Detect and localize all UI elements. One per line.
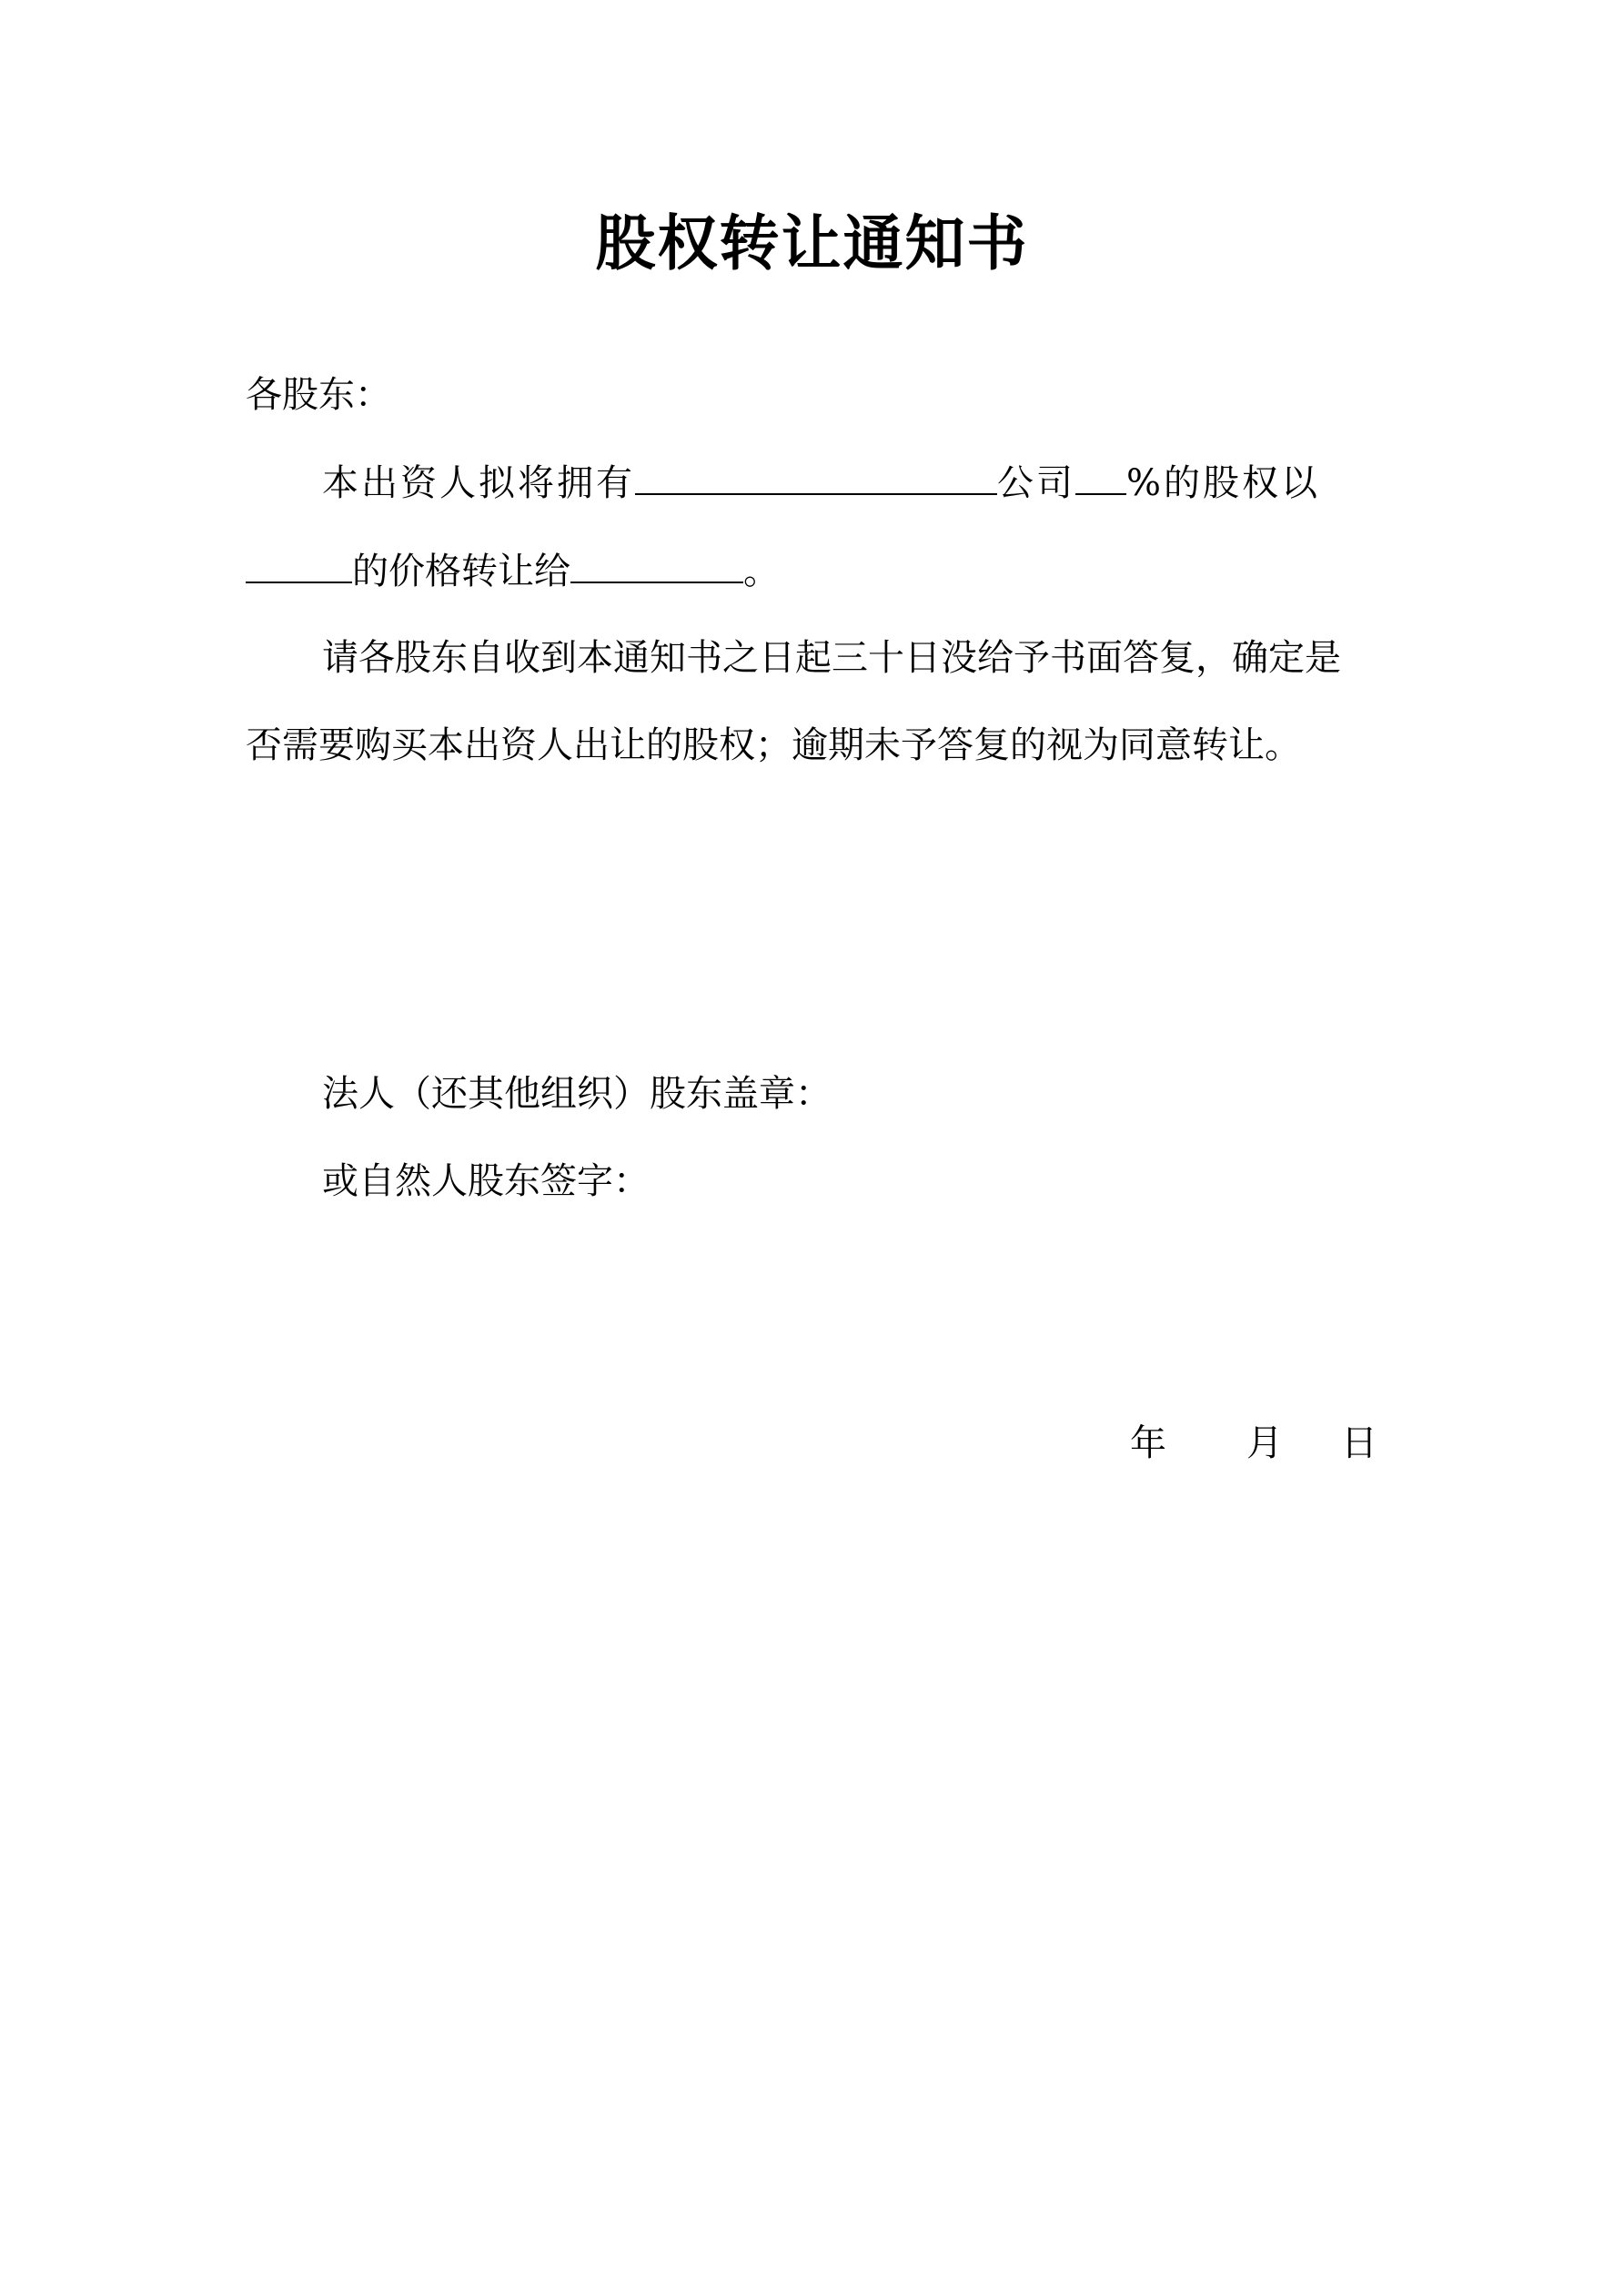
paragraph-2-line-2: 否需要购买本出资人出让的股权；逾期未予答复的视为同意转让。 — [246, 724, 1301, 766]
date-month: 月 — [1246, 1422, 1283, 1464]
paragraph-1-line-1 — [322, 455, 1320, 511]
para1-text-b: 公司 — [997, 462, 1075, 504]
date-day: 日 — [1341, 1422, 1377, 1464]
price-blank[interactable] — [246, 543, 352, 583]
paragraph-1-line-2 — [246, 543, 780, 599]
para1-text-a: 本出资人拟将拥有 — [322, 462, 635, 504]
para1-text-c: %的股权以 — [1126, 462, 1321, 504]
salutation: 各股东： — [246, 374, 391, 416]
page-title: 股权转让通知书 — [595, 207, 1029, 278]
legal-entity-seal-line: 法人（还其他组织）股东盖章： — [322, 1073, 832, 1115]
para1-text-d: 的价格转让给 — [352, 551, 570, 592]
para1-text-e: 。 — [743, 551, 780, 592]
percentage-blank[interactable] — [1075, 455, 1126, 495]
date-line — [1130, 1416, 1377, 1471]
paragraph-2-line-1: 请各股东自收到本通知书之日起三十日没给予书面答复，确定是 — [322, 637, 1341, 679]
date-year: 年 — [1130, 1422, 1166, 1464]
company-name-blank[interactable] — [635, 455, 997, 495]
transferee-blank[interactable] — [570, 543, 743, 583]
natural-person-signature-line: 或自然人股东签字： — [322, 1160, 650, 1202]
